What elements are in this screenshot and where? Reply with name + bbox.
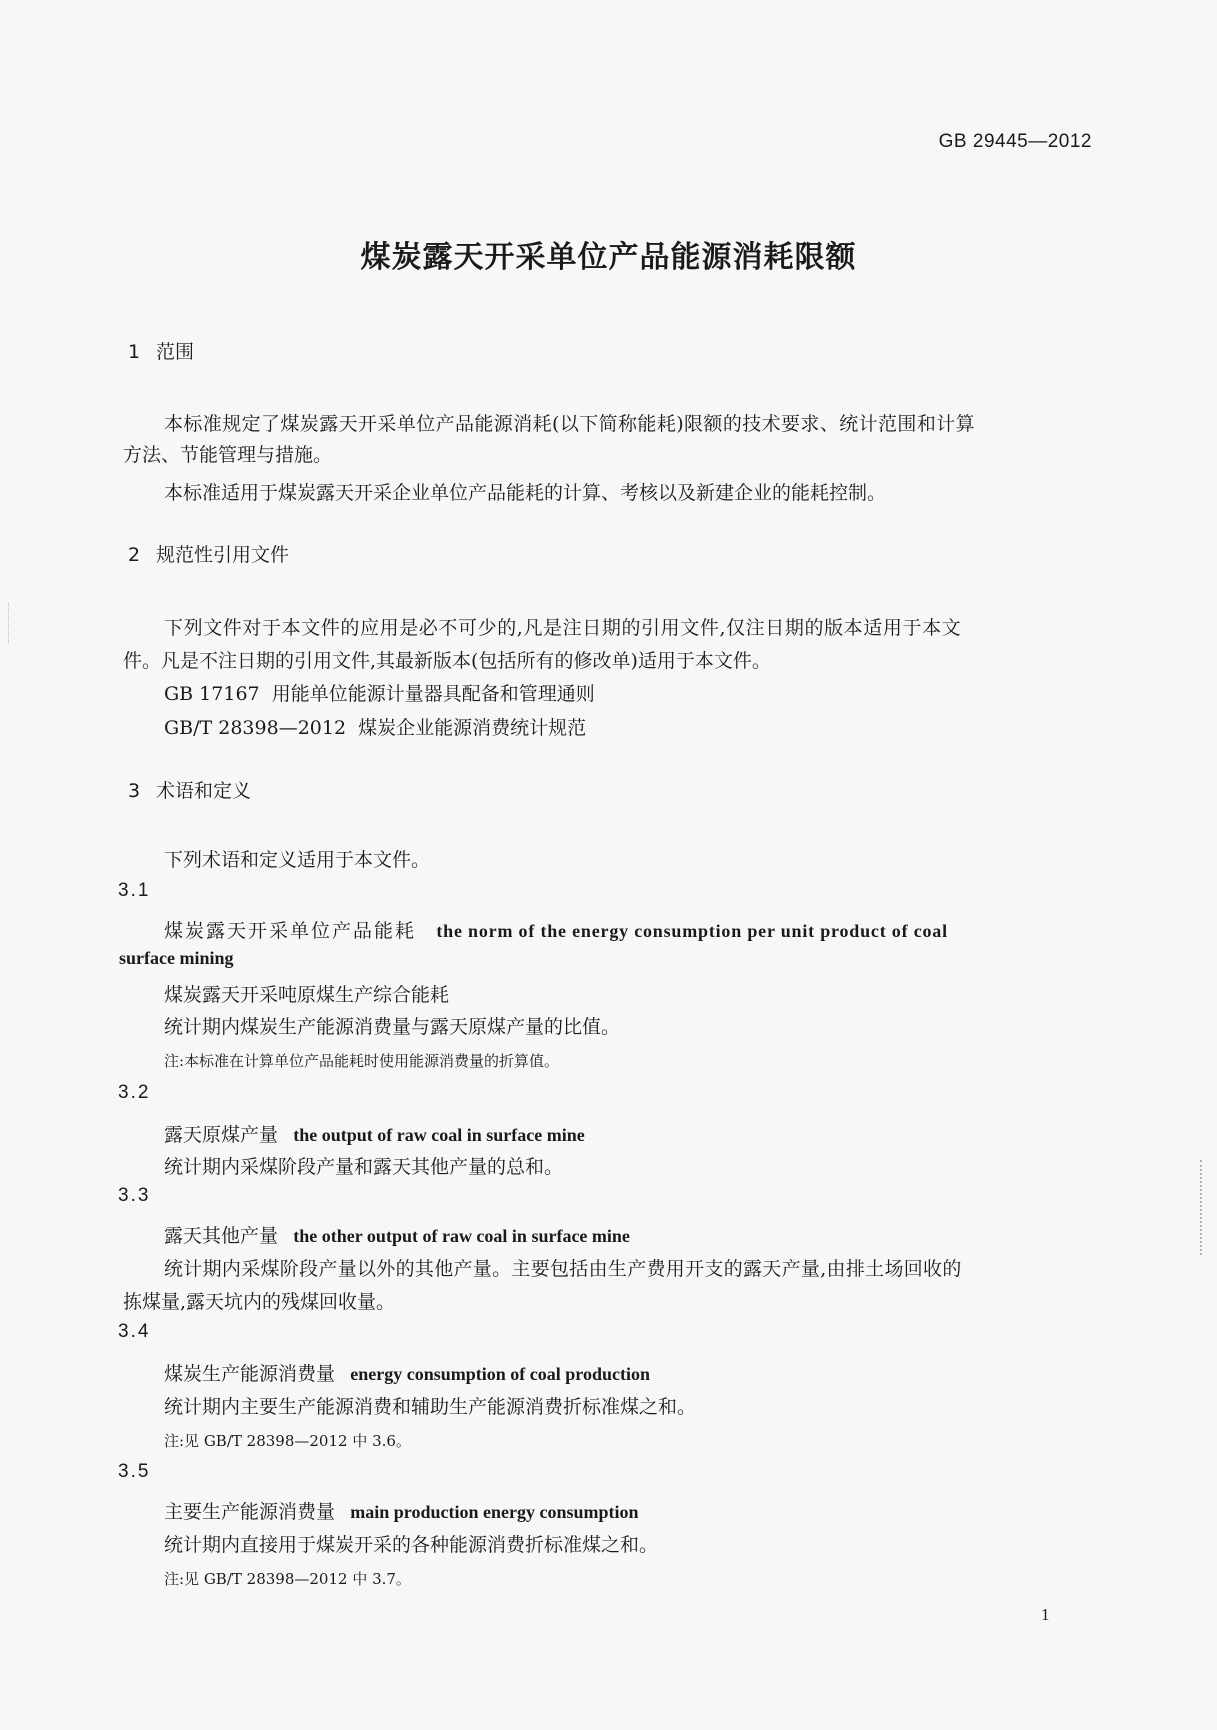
term-definition: 统计期内煤炭生产能源消费量与露天原煤产量的比值。 [164,1016,621,1038]
term-definition: 统计期内主要生产能源消费和辅助生产能源消费折标准煤之和。 [164,1396,697,1418]
reference-item-2 [164,713,586,740]
section-2-heading [128,540,289,567]
term-english: energy consumption of coal production [350,1364,650,1384]
section-3-heading [128,776,251,803]
term-definition: 统计期内采煤阶段产量和露天其他产量的总和。 [164,1156,564,1178]
references-intro-line-2: 件。凡是不注日期的引用文件,其最新版本(包括所有的修改单)适用于本文件。 [123,650,771,672]
term-number: 3.4 [118,1321,151,1342]
term-english: the norm of the energy consumption per unit product of coal [436,921,948,941]
term-chinese: 露天原煤产量 [164,1124,279,1146]
term-english-continued: surface mining [119,948,234,968]
scan-edge-mark [1200,1160,1204,1255]
reference-item-1 [164,679,595,706]
section-number: 3 [128,780,141,802]
term-english: the output of raw coal in surface mine [293,1125,585,1145]
section-title: 范围 [156,341,195,363]
term-definition-line-1: 统计期内采煤阶段产量以外的其他产量。主要包括由生产费用开支的露天产量,由排土场回收的 [164,1258,962,1280]
terms-intro: 下列术语和定义适用于本文件。 [164,849,431,871]
term-number: 3.5 [118,1461,151,1482]
reference-title: 用能单位能源计量器具配备和管理通则 [271,683,595,705]
scope-paragraph-1-line-1: 本标准规定了煤炭露天开采单位产品能源消耗(以下简称能耗)限额的技术要求、统计范围和计算 [164,413,976,435]
term-note: 注:本标准在计算单位产品能耗时使用能源消费量的折算值。 [164,1052,560,1070]
reference-title: 煤炭企业能源消费统计规范 [358,717,587,739]
reference-code: GB 17167 [164,683,260,705]
section-title: 术语和定义 [156,780,252,802]
term-definition: 统计期内直接用于煤炭开采的各种能源消费折标准煤之和。 [164,1534,659,1556]
term-3-1-heading [164,916,948,943]
term-definition-line-2: 拣煤量,露天坑内的残煤回收量。 [123,1291,396,1313]
term-english: the other output of raw coal in surface mine [293,1226,630,1246]
document-title: 煤炭露天开采单位产品能源消耗限额 [360,240,857,275]
term-alternative: 煤炭露天开采吨原煤生产综合能耗 [164,984,450,1006]
term-number: 3.1 [118,880,151,901]
term-number: 3.2 [118,1082,151,1103]
reference-code: GB/T 28398—2012 [164,717,347,739]
term-chinese: 露天其他产量 [164,1225,279,1247]
section-number: 1 [128,341,141,363]
term-number: 3.3 [118,1185,151,1206]
term-english: main production energy consumption [350,1502,639,1522]
scope-paragraph-2: 本标准适用于煤炭露天开采企业单位产品能耗的计算、考核以及新建企业的能耗控制。 [164,482,887,504]
section-title: 规范性引用文件 [156,544,290,566]
term-note: 注:见 GB/T 28398—2012 中 3.7。 [164,1570,411,1588]
term-3-4-heading [164,1359,650,1386]
page-number: 1 [1041,1605,1050,1624]
scan-margin-mark [8,603,27,643]
scope-paragraph-1-line-2: 方法、节能管理与措施。 [123,444,333,466]
section-1-heading [128,337,194,364]
term-chinese: 主要生产能源消费量 [164,1501,336,1523]
section-number: 2 [128,544,141,566]
term-note: 注:见 GB/T 28398—2012 中 3.6。 [164,1432,411,1450]
term-chinese: 煤炭生产能源消费量 [164,1363,336,1385]
references-intro-line-1: 下列文件对于本文件的应用是必不可少的,凡是注日期的引用文件,仅注日期的版本适用于本文 [164,617,962,639]
term-chinese: 煤炭露天开采单位产品能耗 [164,920,417,942]
term-3-2-heading [164,1120,585,1147]
standard-code: GB 29445—2012 [938,131,1092,152]
term-3-3-heading [164,1221,630,1248]
term-3-5-heading [164,1497,638,1524]
